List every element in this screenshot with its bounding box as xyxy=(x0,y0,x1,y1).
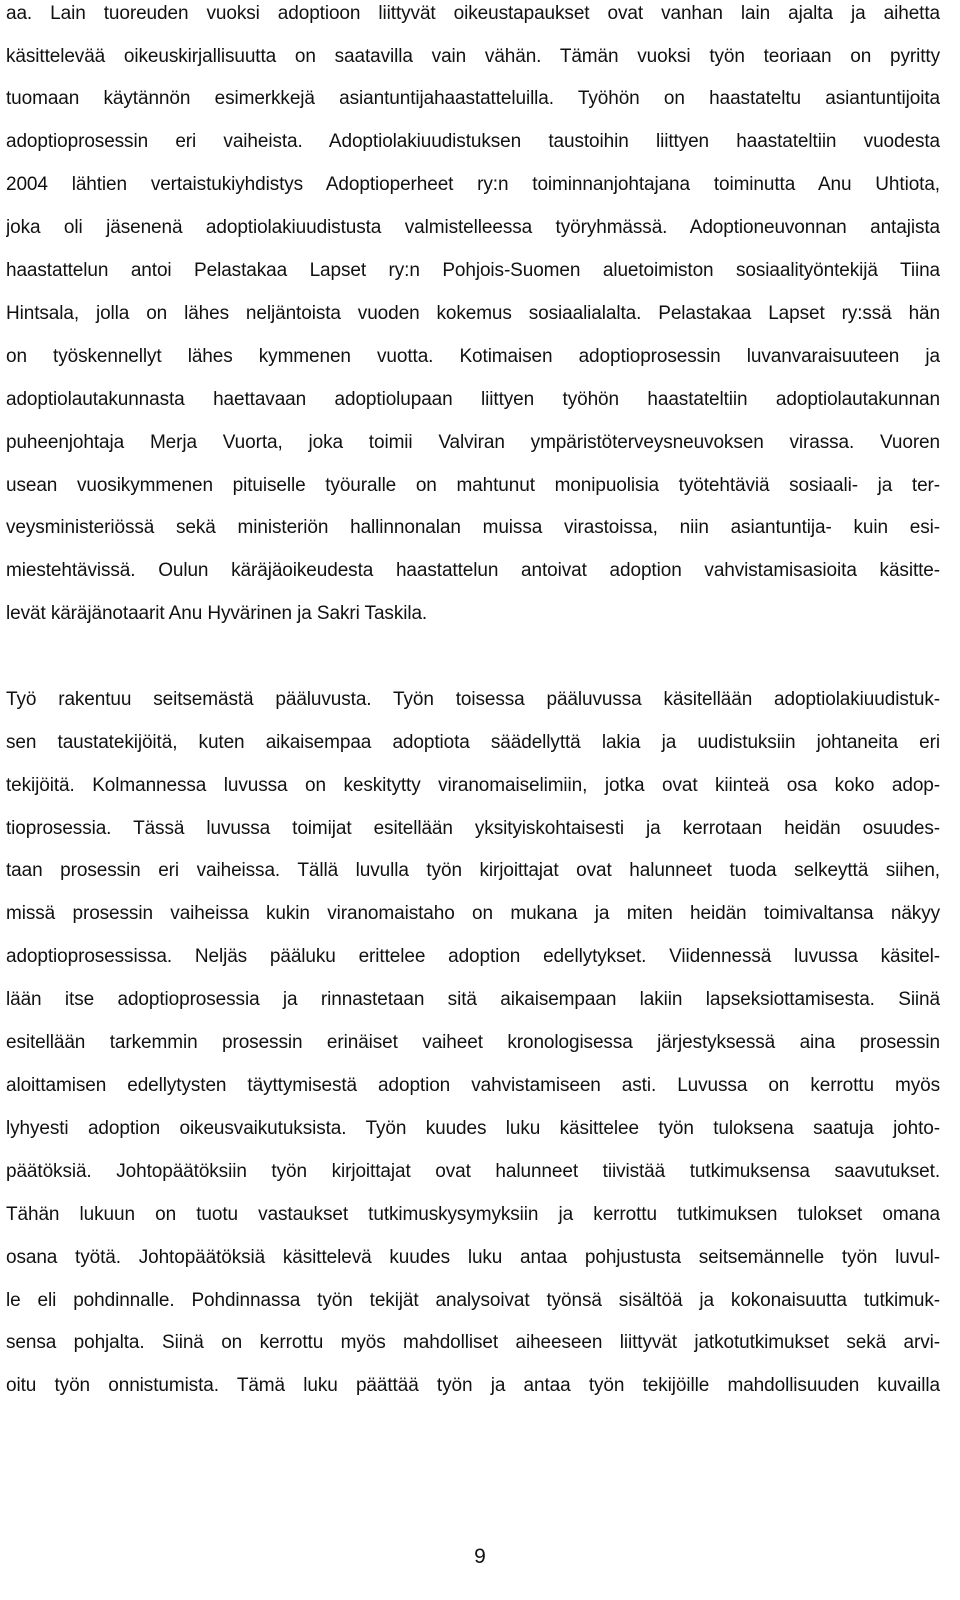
text-line: puheenjohtaja Merja Vuorta, joka toimii Valviran ympäristöterveysneuvoksen virassa. Vuoren xyxy=(6,432,940,453)
text-line: missä prosessin vaiheissa kukin viranomaistaho on mukana ja miten heidän toimivaltansa näkyy xyxy=(6,903,940,924)
text-line: oitu työn onnistumista. Tämä luku päättää työn ja antaa työn tekijöille mahdollisuuden kuvailla xyxy=(6,1375,940,1396)
text-line: joka oli jäsenenä adoptiolakiuudistusta valmistelleessa työryhmässä. Adoptioneuvonnan antajista xyxy=(6,217,940,238)
text-line: osana työtä. Johtopäätöksiä käsittelevä kuudes luku antaa pohjustusta seitsemännelle työn luvul- xyxy=(6,1247,940,1268)
text-line: Hintsala, jolla on lähes neljäntoista vuoden kokemus sosiaalialalta. Pelastakaa Lapset ry:ssä hän xyxy=(6,303,940,324)
text-line: aloittamisen edellytysten täyttymisestä adoption vahvistamiseen asti. Luvussa on kerrottu myös xyxy=(6,1075,940,1096)
text-line: päätöksiä. Johtopäätöksiin työn kirjoittajat ovat halunneet tiivistää tutkimuksensa saavutukset. xyxy=(6,1161,940,1182)
text-line: käsittelevää oikeuskirjallisuutta on saatavilla vain vähän. Tämän vuoksi työn teoriaan on pyritty xyxy=(6,46,940,67)
text-line: taan prosessin eri vaiheissa. Tällä luvulla työn kirjoittajat ovat halunneet tuoda selkeyttä siihen, xyxy=(6,860,940,881)
text-line: sensa pohjalta. Siinä on kerrottu myös mahdolliset aiheeseen liittyvät jatkotutkimukset sekä arvi- xyxy=(6,1332,940,1353)
text-line: adoptiolautakunnasta haettavaan adoptiolupaan liittyen työhön haastateltiin adoptiolautakunnan xyxy=(6,389,940,410)
text-line: usean vuosikymmenen pituiselle työuralle on mahtunut monipuolisia työtehtäviä sosiaali- ja ter- xyxy=(6,475,940,496)
text-line: on työskennellyt lähes kymmenen vuotta. Kotimaisen adoptioprosessin luvanvaraisuuteen ja xyxy=(6,346,940,367)
text-line: veysministeriössä sekä ministeriön hallinnonalan muissa virastoissa, niin asiantuntija- kuin esi- xyxy=(6,517,940,538)
text-line: tuomaan käytännön esimerkkejä asiantuntijahaastatteluilla. Työhön on haastateltu asiantuntijoita xyxy=(6,88,940,109)
text-line: haastattelun antoi Pelastakaa Lapset ry:n Pohjois-Suomen aluetoimiston sosiaalityöntekijä Tiina xyxy=(6,260,940,281)
text-line: Tähän lukuun on tuotu vastaukset tutkimuskysymyksiin ja kerrottu tutkimuksen tulokset omana xyxy=(6,1204,940,1225)
text-line: adoptioprosessin eri vaiheista. Adoptiolakiuudistuksen taustoihin liittyen haastateltiin vuodesta xyxy=(6,131,940,152)
text-line: esitellään tarkemmin prosessin erinäiset vaiheet kronologisessa järjestyksessä aina prosessin xyxy=(6,1032,940,1053)
page-number: 9 xyxy=(474,1545,486,1568)
text-line: lään itse adoptioprosessia ja rinnastetaan sitä aikaisempaan lakiin lapseksiottamisesta. Siinä xyxy=(6,989,940,1010)
text-line: aa. Lain tuoreuden vuoksi adoptioon liittyvät oikeustapaukset ovat vanhan lain ajalta ja aihetta xyxy=(6,3,940,24)
text-line: sen taustatekijöitä, kuten aikaisempaa adoptiota säädellyttä lakia ja uudistuksiin johtaneita eri xyxy=(6,732,940,753)
text-line: tekijöitä. Kolmannessa luvussa on keskitytty viranomaiselimiin, jotka ovat kiinteä osa koko adop- xyxy=(6,775,940,796)
text-line: tioprosessia. Tässä luvussa toimijat esitellään yksityiskohtaisesti ja kerrotaan heidän osuudes- xyxy=(6,818,940,839)
text-line: adoptioprosessissa. Neljäs pääluku erittelee adoption edellytykset. Viidennessä luvussa käsitel- xyxy=(6,946,940,967)
text-line: lyhyesti adoption oikeusvaikutuksista. Työn kuudes luku käsittelee työn tuloksena saatuja johto- xyxy=(6,1118,940,1139)
text-line: levät käräjänotaarit Anu Hyvärinen ja Sakri Taskila. xyxy=(6,603,428,624)
text-line: 2004 lähtien vertaistukiyhdistys Adoptioperheet ry:n toiminnanjohtajana toiminutta Anu Uhtiota, xyxy=(6,174,940,195)
text-line: le eli pohdinnalle. Pohdinnassa työn tekijät analysoivat työnsä sisältöä ja kokonaisuutta tutkimuk- xyxy=(6,1290,940,1311)
text-line: Työ rakentuu seitsemästä pääluvusta. Työn toisessa pääluvussa käsitellään adoptiolakiuudistuk- xyxy=(6,689,940,710)
text-line: miestehtävissä. Oulun käräjäoikeudesta haastattelun antoivat adoption vahvistamisasioita käsitte- xyxy=(6,560,940,581)
